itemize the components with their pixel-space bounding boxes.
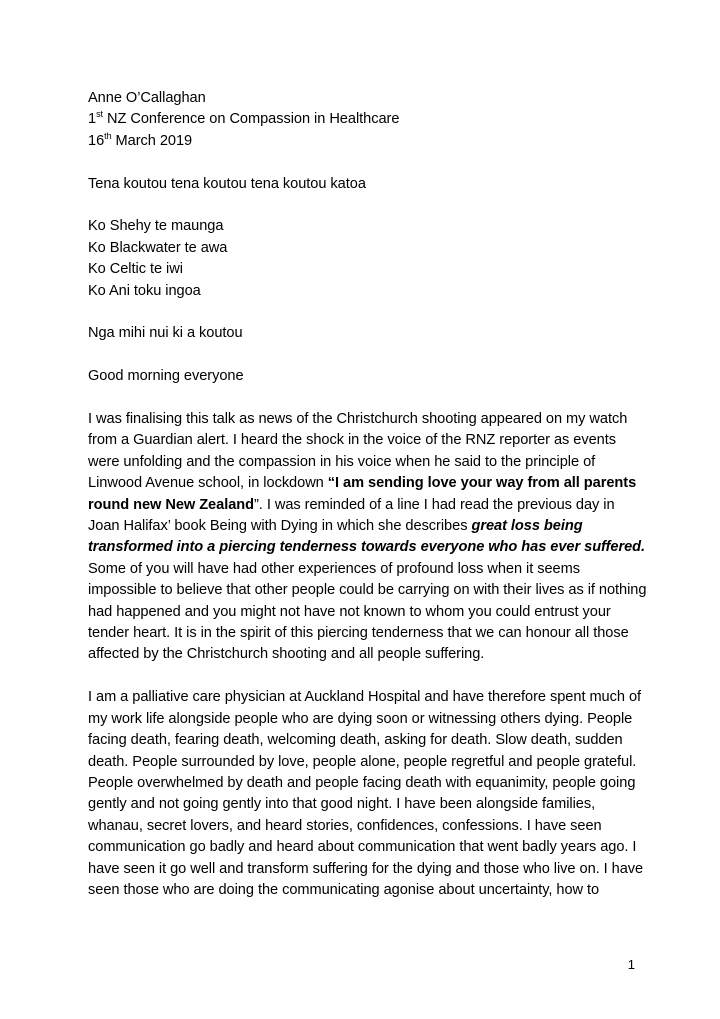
conference-title: NZ Conference on Compassion in Healthcare — [102, 111, 400, 128]
greeting-intro: Tena koutou tena koutou tena koutou katoa — [88, 175, 366, 192]
quote-bold: “I am sending love your way from all parents round new New Zealand — [88, 475, 637, 513]
pepeha-line: Ko Celtic te iwi — [88, 261, 183, 278]
pepeha-line: Ko Shehy te maunga — [88, 218, 224, 235]
document-body — [88, 88, 648, 901]
conference-line — [88, 109, 648, 130]
date-rest: March 2019 — [111, 132, 193, 149]
paragraph-text: ”. I was reminded of a line I had read the previous day in Joan Halifax’ book Being with Dying in which she describes — [88, 496, 615, 535]
pepeha-line: Ko Blackwater te awa — [88, 239, 228, 256]
date-ordinal: th — [104, 130, 112, 141]
conference-ordinal: st — [96, 109, 103, 120]
paragraph-christchurch — [88, 409, 648, 666]
date-day: 16 — [88, 132, 105, 149]
author-line: Anne O’Callaghan — [88, 90, 206, 106]
paragraph-text: I was finalising this talk as news of the Christchurch shooting appeared on my watch from a Guardian alert. I heard the shock in the voice of the RNZ reporter as events were unfolding and the compassion in his voice when he said to the principle of Linwood Avenue school, in lockdown — [88, 411, 628, 492]
pepeha-line: Ko Ani toku ingoa — [88, 282, 201, 299]
emphasis-bold-italic: great loss being transformed into a piercing tenderness towards everyone who has ever suffered. — [88, 518, 646, 556]
page-number: 1 — [627, 957, 635, 972]
thanks-line: Nga mihi nui ki a koutou — [88, 325, 243, 342]
paragraph-text: Some of you will have had other experiences of profound loss when it seems impossible to believe that other people could be carrying on with their lives as if nothing had happened and you might not have not known to whom you could entrust your tender heart. It is in the spirit of this piercing tenderness that we can honour all those affected by the Christchurch shooting and all people suffering. — [88, 560, 647, 663]
conference-number: 1 — [88, 111, 97, 128]
good-morning-line: Good morning everyone — [88, 368, 244, 385]
paragraph-palliative-care: I am a palliative care physician at Auckland Hospital and have therefore spent much of my work life alongside people who are dying soon or witnessing others dying. People facing death, fearing death, welcoming death, asking for death. Slow death, sudden death. People surrounded by love, people alone, people regretful and people grateful. People overwhelmed by death and people facing death with equanimity, people going gently and not going gently into that good night. I have been alongside families, whanau, secret lovers, and heard stories, confidences, confessions. I have seen communication go badly and heard about communication that went badly years ago. I have seen it go well and transform suffering for the dying and those who live on. I have seen those who are doing the communicating agonise about uncertainty, how to — [88, 689, 644, 898]
date-line — [88, 131, 648, 152]
